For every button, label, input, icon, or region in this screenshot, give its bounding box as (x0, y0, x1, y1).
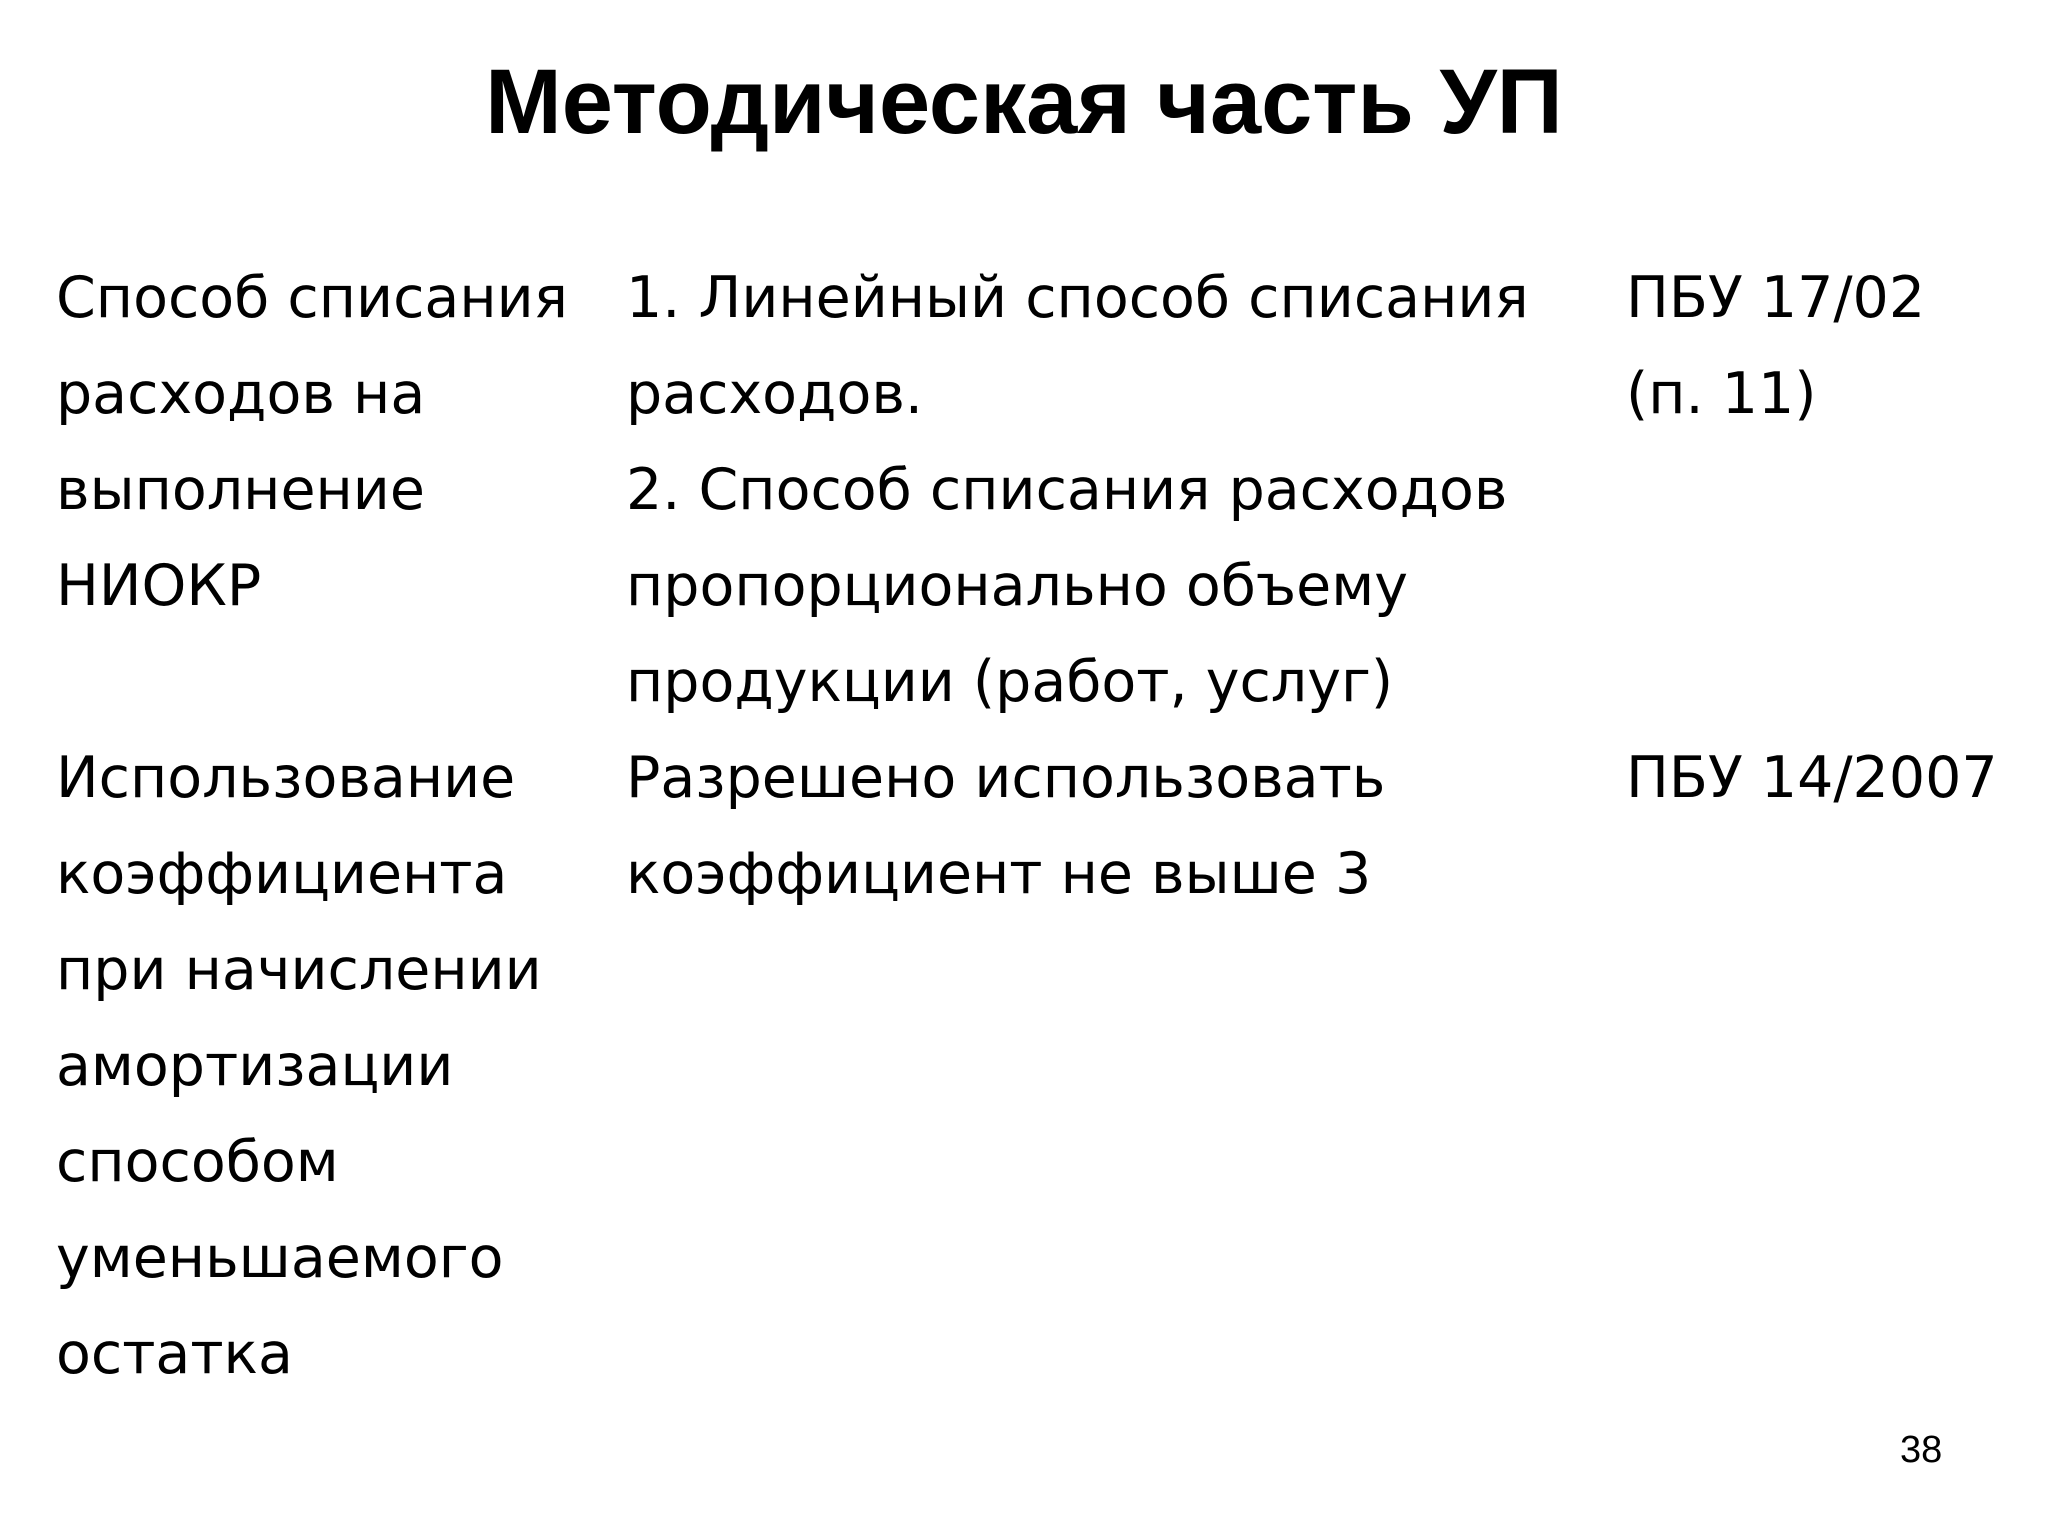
methodology-table (56, 250, 2006, 1402)
aspect-line: НИОКР (56, 553, 262, 619)
aspect-cell (56, 250, 626, 730)
method-line: коэффициент не выше 3 (626, 841, 1372, 907)
aspect-line: амортизации (56, 1033, 454, 1099)
aspect-line: коэффициента (56, 841, 508, 907)
slide-title: Методическая часть УП (485, 51, 1563, 153)
method-line: пропорционально объему (626, 553, 1408, 619)
reference-line: ПБУ 14/2007 (1626, 745, 1998, 811)
reference-cell (1626, 250, 2006, 730)
method-line: 1. Линейный способ списания (626, 265, 1529, 331)
aspect-line: способом (56, 1129, 339, 1195)
reference-cell (1626, 730, 2006, 1402)
aspect-line: выполнение (56, 457, 425, 523)
aspect-line: Использование (56, 745, 516, 811)
page-number: 38 (1900, 1429, 1943, 1471)
aspect-line: при начислении (56, 937, 542, 1003)
method-line: Разрешено использовать (626, 745, 1386, 811)
table-row-depreciation-coefficient (56, 730, 2006, 1402)
method-line: продукции (работ, услуг) (626, 649, 1394, 715)
method-cell (626, 730, 1626, 1402)
reference-line: ПБУ 17/02 (1626, 265, 1926, 331)
method-line: расходов. (626, 361, 924, 427)
aspect-line: расходов на (56, 361, 426, 427)
aspect-line: уменьшаемого (56, 1225, 504, 1291)
method-line: 2. Способ списания расходов (626, 457, 1508, 523)
reference-line: (п. 11) (1626, 361, 1817, 427)
method-cell (626, 250, 1626, 730)
table-row-rnd-expenses (56, 250, 2006, 730)
aspect-line: Способ списания (56, 265, 568, 331)
aspect-line: остатка (56, 1321, 293, 1387)
aspect-cell (56, 730, 626, 1402)
